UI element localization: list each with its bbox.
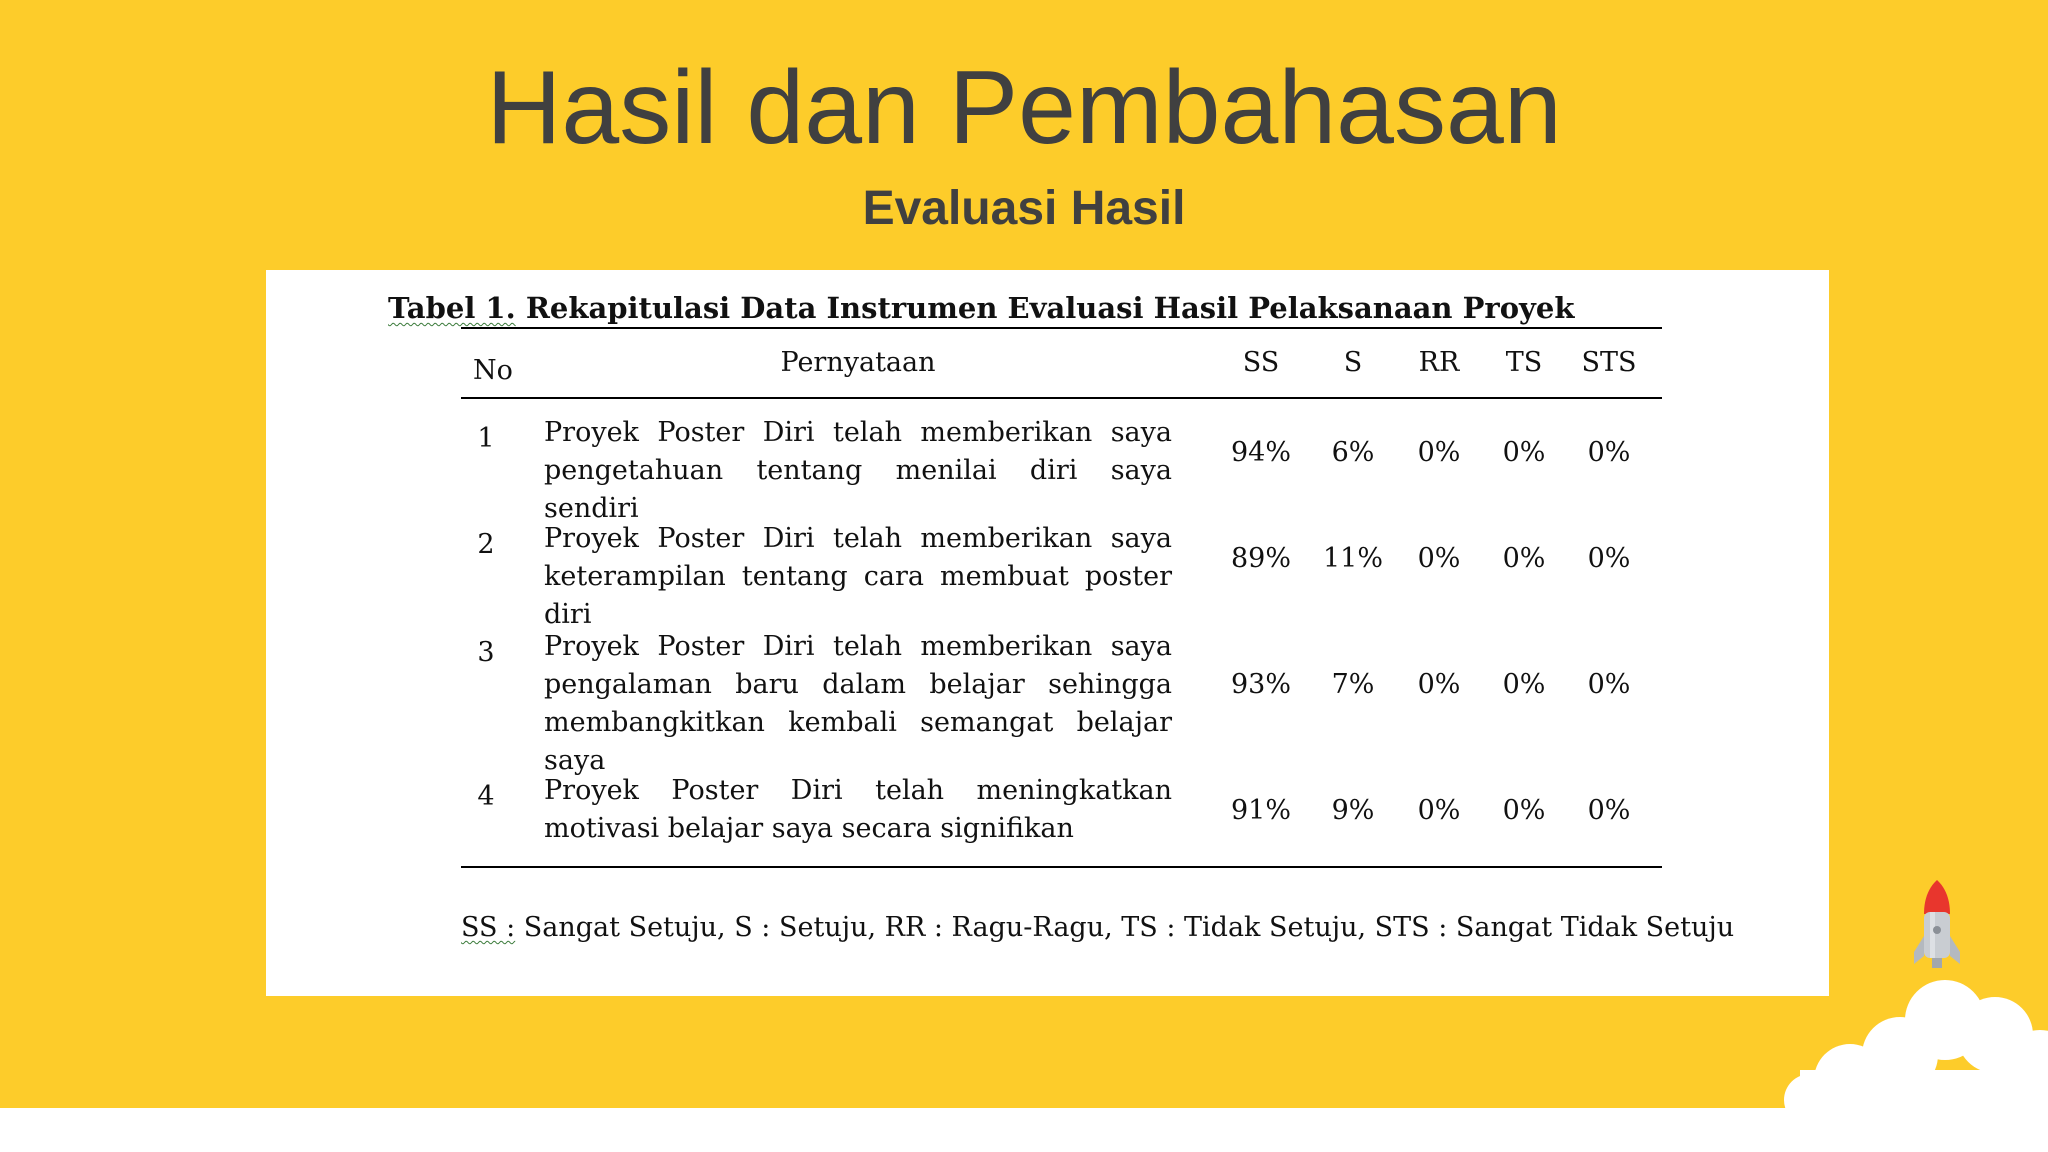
row-2-no: 2 [477, 529, 495, 560]
row-1-ts: 0% [1502, 437, 1546, 468]
slide-subtitle: Evaluasi Hasil [862, 182, 1186, 235]
row-2-s: 11% [1322, 543, 1383, 574]
table-bottom-rule [461, 866, 1662, 868]
table-top-rule [461, 327, 1662, 329]
legend-text: Sangat Setuju, S : Setuju, RR : Ragu-Ragu, TS : Tidak Setuju, STS : Sangat Tidak Setuju [515, 912, 1735, 943]
header-sts: STS [1581, 347, 1637, 378]
table-caption [388, 288, 1574, 328]
row-4-ss: 91% [1230, 795, 1291, 826]
table-caption-text: Rekapitulasi Data Instrumen Evaluasi Hasil Pelaksanaan Proyek [515, 291, 1575, 325]
header-rr: RR [1418, 347, 1460, 378]
header-s: S [1343, 347, 1363, 378]
row-3-ts: 0% [1502, 669, 1546, 700]
row-3-sts: 0% [1587, 669, 1631, 700]
header-no: No [473, 355, 513, 386]
row-3-s: 7% [1331, 669, 1375, 700]
legend-prefix: SS : [461, 912, 516, 943]
row-1-rr: 0% [1417, 437, 1461, 468]
row-2-rr: 0% [1417, 543, 1461, 574]
row-3-statement: Proyek Poster Diri telah memberikan saya pengalaman baru dalam belajar sehingga membangkitkan kembali semangat belajar saya [544, 631, 1172, 776]
row-3-no: 3 [477, 637, 495, 668]
row-2-ss: 89% [1230, 543, 1291, 574]
row-4-sts: 0% [1587, 795, 1631, 826]
cloud-icon [1780, 960, 2048, 1108]
row-4-statement: Proyek Poster Diri telah meningkatkan motivasi belajar saya secara signifikan [544, 775, 1172, 844]
row-1-no: 1 [477, 423, 495, 454]
slide-title: Hasil dan Pembahasan [486, 50, 1562, 166]
row-3-ss: 93% [1230, 669, 1291, 700]
table-caption-prefix: Tabel 1. [388, 291, 516, 325]
row-2-sts: 0% [1587, 543, 1631, 574]
row-1-sts: 0% [1587, 437, 1631, 468]
row-1-statement: Proyek Poster Diri telah memberikan saya pengetahuan tentang menilai diri saya sendiri [544, 417, 1172, 524]
header-rule [461, 397, 1662, 399]
row-4-s: 9% [1331, 795, 1375, 826]
table-legend [461, 908, 1734, 948]
table-panel [266, 270, 1829, 996]
row-4-rr: 0% [1417, 795, 1461, 826]
row-2-ts: 0% [1502, 543, 1546, 574]
header-statement: Pernyataan [780, 347, 936, 378]
row-1-s: 6% [1331, 437, 1375, 468]
row-4-ts: 0% [1502, 795, 1546, 826]
row-4-no: 4 [477, 781, 495, 812]
row-2-statement: Proyek Poster Diri telah memberikan saya keterampilan tentang cara membuat poster diri [544, 523, 1172, 630]
row-1-ss: 94% [1230, 437, 1291, 468]
header-ss: SS [1242, 347, 1280, 378]
header-ts: TS [1505, 347, 1543, 378]
row-3-rr: 0% [1417, 669, 1461, 700]
